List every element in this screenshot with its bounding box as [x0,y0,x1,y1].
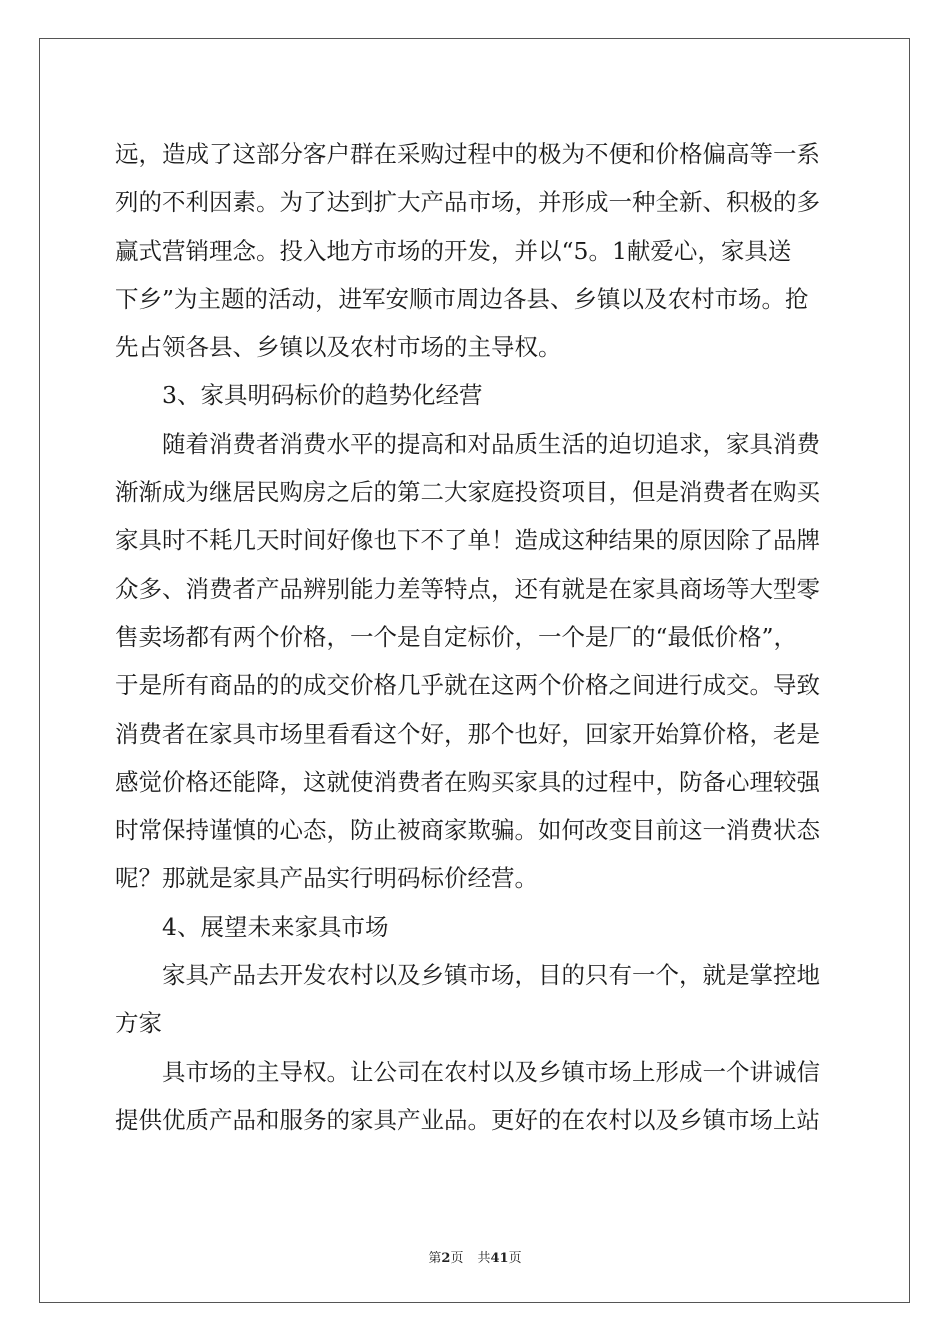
text-line: 售卖场都有两个价格，一个是自定标价，一个是厂的“最低价格”， [115,622,798,651]
page-number: 2 [441,1251,451,1266]
text-line: 提供优质产品和服务的家具产业品。更好的在农村以及乡镇市场上站 [115,1105,820,1134]
page-suffix: 页 [450,1251,464,1266]
total-pages: 41 [490,1251,509,1266]
text-line: 先占领各县、乡镇以及农村市场的主导权。 [115,333,562,362]
text-line: 随着消费者消费水平的提高和对品质生活的迫切追求，家具消费 [162,429,820,458]
section-heading: 3、家具明码标价的趋势化经营 [162,381,483,410]
text-line: 下乡”为主题的活动，进军安顺市周边各县、乡镇以及农村市场。抢 [115,284,809,313]
total-prefix: 共 [477,1251,491,1266]
text-line: 方家 [115,1009,162,1038]
text-line: 时常保持谨慎的心态，防止被商家欺骗。如何改变目前这一消费状态 [115,816,820,845]
text-line: 具市场的主导权。让公司在农村以及乡镇市场上形成一个讲诚信 [162,1057,820,1086]
text-line: 家具时不耗几天时间好像也下不了单！造成这种结果的原因除了品牌 [115,526,820,555]
total-suffix: 页 [508,1251,522,1266]
text-line: 赢式营销理念。投入地方市场的开发，并以“5。1献爱心，家具送 [115,236,792,265]
document-body [115,130,835,1144]
section-heading: 4、展望未来家具市场 [162,912,389,941]
text-line: 渐渐成为继居民购房之后的第二大家庭投资项目，但是消费者在购买 [115,478,820,507]
text-line: 消费者在家具市场里看看这个好，那个也好，回家开始算价格，老是 [115,719,820,748]
text-line: 感觉价格还能降，这就使消费者在购买家具的过程中，防备心理较强 [115,767,820,796]
text-line: 列的不利因素。为了达到扩大产品市场，并形成一种全新、积极的多 [115,188,820,217]
text-line: 于是所有商品的的成交价格几乎就在这两个价格之间进行成交。导致 [115,671,820,700]
text-line: 家具产品去开发农村以及乡镇市场，目的只有一个，就是掌控地 [162,961,820,990]
text-line: 远，造成了这部分客户群在采购过程中的极为不便和价格偏高等一系 [115,140,820,168]
page-prefix: 第 [428,1251,442,1266]
page-footer [0,1247,950,1266]
text-line: 呢？那就是家具产品实行明码标价经营。 [115,864,538,893]
text-line: 众多、消费者产品辨别能力差等特点，还有就是在家具商场等大型零 [115,574,820,603]
